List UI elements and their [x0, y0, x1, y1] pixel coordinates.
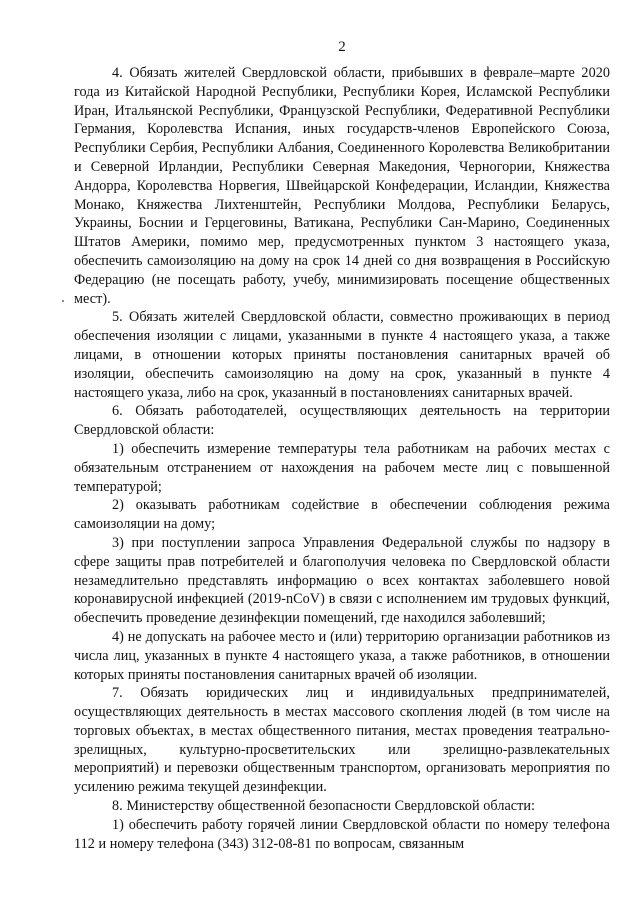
- paragraph-item-5: 5. Обязать жителей Свердловской области, совместно проживающих в период обеспечения изоляции с лицами, указанными в пункте 4 настоящего указа, а также лицами, в отношении которых приняты постановления санитарных врачей об изоляции, обеспечить самоизоляцию на дому на срок, указанный в пункте 4 настоящего указа, либо на срок, указанный в постановлениях санитарных врачей.: [74, 309, 610, 401]
- scan-speck: [62, 300, 64, 302]
- paragraph-item-8: 8. Министерству общественной безопасности Свердловской области:: [112, 798, 536, 815]
- document-body: [74, 64, 610, 853]
- page-number: 2: [338, 39, 346, 55]
- paragraph-item-4: 4. Обязать жителей Свердловской области, прибывших в феврале–марте 2020 года из Китайской Народной Республики, Республики Корея, Исламской Республики Иран, Итальянской Республики, Французской Республики, Федеративной Республики Германия, Королевства Испания, иных государств-членов Европейского Союза, Республики Сербия, Республики Албания, Соединенного Королевства Великобритании и Северной Ирландии, Республики Северная Македония, Черногории, Княжества Андорра, Королевства Норвегия, Швейцарской Конфедерации, Исландии, Княжества Монако, Княжества Лихтенштейн, Республики Молдова, Республики Беларусь, Украины, Боснии и Герцеговины, Ватикана, Республики Сан-Марино, Соединенных Штатов Америки, помимо мер, предусмотренных пунктом 3 настоящего указа, обеспечить самоизоляцию на дому на срок 14 дней со дня возвращения в Российскую Федерацию (не посещать работу, учебу, минимизировать посещение общественных мест).: [74, 65, 610, 307]
- paragraph-item-6-4: 4) не допускать на рабочее место и (или) территорию организации работников из числа лиц, указанных в пункте 4 настоящего указа, а также работников, в отношении которых приняты постановления санитарных врачей об изоляции.: [74, 628, 610, 683]
- paragraph-item-6-2: 2) оказывать работникам содействие в обеспечении соблюдения режима самоизоляции на дому;: [74, 497, 610, 533]
- paragraph-item-6: 6. Обязать работодателей, осуществляющих деятельность на территории Свердловской области:: [74, 403, 610, 439]
- paragraph-item-8-1: 1) обеспечить работу горячей линии Свердловской области по номеру телефона 112 и номеру телефона (343) 312-08-81 по вопросам, связанным: [74, 816, 610, 852]
- paragraph-item-6-3: 3) при поступлении запроса Управления Федеральной службы по надзору в сфере защиты прав потребителей и благополучия человека по Свердловской области незамедлительно представлять информацию о всех контактах заболевшего новой коронавирусной инфекцией (2019-nCoV) в связи с исполнением им трудовых функций, обеспечить проведение дезинфекции помещений, где находился заболевший;: [74, 534, 610, 627]
- paragraph-item-7: 7. Обязать юридических лиц и индивидуальных предпринимателей, осуществляющих деятельность в местах массового скопления людей (в том числе на торговых объектах, в местах общественного питания, местах проведения театрально-зрелищных, культурно-просветительских или зрелищно-развлекательных мероприятий) и перевозки общественным транспортом, организовать мероприятия по усилению режима текущей дезинфекции.: [74, 685, 610, 796]
- paragraph-item-6-1: 1) обеспечить измерение температуры тела работникам на рабочих местах с обязательным отстранением от нахождения на рабочем месте лиц с повышенной температурой;: [74, 440, 610, 495]
